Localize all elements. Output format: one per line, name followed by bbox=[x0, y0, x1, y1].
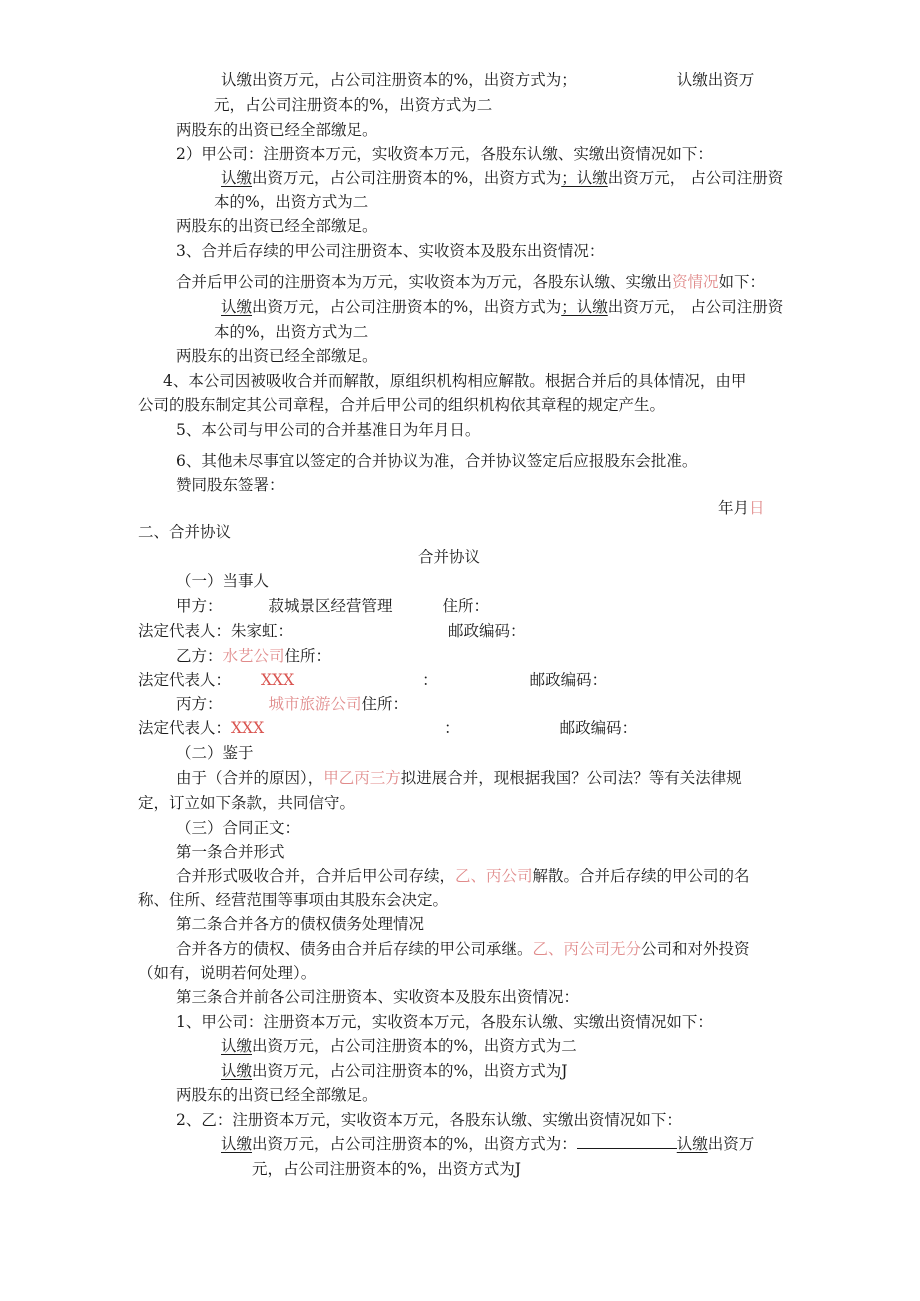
underlined-text: 认缴 bbox=[221, 169, 253, 187]
text-line: 两股东的出资已经全部缴足。 bbox=[176, 121, 378, 139]
text-line bbox=[176, 939, 750, 959]
highlight-text: 资情况 bbox=[672, 273, 719, 291]
article-heading: 第二条合并各方的债权债务处理情况 bbox=[176, 915, 425, 933]
text: 乙方： bbox=[176, 647, 223, 665]
subsection-heading: （三）合同正文： bbox=[176, 819, 301, 837]
text: 法定代表人：朱家虹： bbox=[138, 622, 294, 640]
text: 公司和对外投资 bbox=[641, 940, 750, 958]
party-yi-line bbox=[176, 646, 331, 666]
text: 邮政编码： bbox=[559, 719, 638, 737]
date-line bbox=[718, 498, 765, 518]
text-line: 4、本公司因被吸收合并而解散，原组织机构相应解散。根据合并后的具体情况，由甲 bbox=[163, 372, 747, 390]
party-name: 菽城景区经营管理 bbox=[268, 597, 393, 615]
subsection-heading: （一）当事人 bbox=[176, 572, 270, 590]
underlined-text: 认缴 bbox=[676, 1135, 708, 1153]
text-line: 本的%，出资方式为二 bbox=[214, 193, 369, 211]
blank-underline bbox=[577, 1134, 677, 1149]
text-line: 两股东的出资已经全部缴足。 bbox=[176, 1086, 378, 1104]
text-line: 元，占公司注册资本的%，出资方式为二 bbox=[214, 96, 493, 114]
text-line: 称、住所、经营范围等事项由其股东会决定。 bbox=[138, 891, 449, 909]
rep-jia-line bbox=[138, 621, 526, 641]
text-line: 2、乙：注册资本万元，实收资本万元，各股东认缴、实缴出资情况如下： bbox=[176, 1111, 682, 1129]
text: ： bbox=[422, 671, 438, 689]
text-line bbox=[221, 168, 783, 188]
text: 拟进展合并，现根据我国？公司法？等有关法律规 bbox=[400, 769, 742, 787]
underlined-text: 认缴 bbox=[221, 1037, 253, 1055]
party-bing-line bbox=[176, 694, 408, 714]
text-line bbox=[176, 866, 750, 886]
highlight-text: 乙、丙公司无分 bbox=[532, 940, 642, 958]
text: 如下： bbox=[718, 273, 766, 291]
text-line bbox=[176, 768, 742, 788]
text: 邮政编码： bbox=[448, 622, 526, 640]
text: 住所： bbox=[361, 695, 409, 713]
text: 住所： bbox=[442, 597, 490, 615]
text-line: 元，占公司注册资本的%，出资方式为J bbox=[252, 1160, 521, 1178]
text-line: 3、合并后存续的甲公司注册资本、实收资本及股东出资情况： bbox=[176, 242, 605, 260]
text-line: 定，订立如下条款，共同信守。 bbox=[138, 794, 356, 812]
text: 认缴出资万 bbox=[676, 71, 755, 89]
text-line bbox=[221, 70, 754, 90]
text-line: 公司的股东制定其公司章程，合并后甲公司的组织机构依其章程的规定产生。 bbox=[138, 396, 666, 414]
text: 甲方： bbox=[176, 597, 223, 615]
highlight-text: 日 bbox=[749, 499, 765, 517]
text: 法定代表人： bbox=[138, 719, 232, 737]
text-line: 两股东的出资已经全部缴足。 bbox=[176, 217, 378, 235]
text: 出资万元， 占公司注册资 bbox=[607, 169, 784, 187]
text-line: （如有，说明若何处理）。 bbox=[138, 964, 317, 982]
text: 出资万元， 占公司注册资 bbox=[607, 298, 784, 316]
text-line bbox=[221, 1036, 577, 1056]
text: 出资万元，占公司注册资本的%，出资方式为 bbox=[252, 298, 562, 316]
underlined-text: ；认缴 bbox=[561, 169, 608, 187]
text: 邮政编码： bbox=[529, 671, 608, 689]
article-heading: 第三条合并前各公司注册资本、实收资本及股东出资情况： bbox=[176, 988, 580, 1006]
text-line: 5、本公司与甲公司的合并基准日为年月日。 bbox=[176, 421, 481, 439]
text: 出资万元，占公司注册资本的%，出资方式为二 bbox=[252, 1037, 577, 1055]
text-line bbox=[221, 1134, 754, 1154]
subsection-heading: （二）鉴于 bbox=[176, 744, 254, 762]
text-line bbox=[221, 297, 783, 317]
text: 合并后甲公司的注册资本为万元，实收资本为万元，各股东认缴、实缴出 bbox=[176, 273, 673, 291]
text-line: 6、其他未尽事宜以签定的合并协议为准，合并协议签定后应报股东会批准。 bbox=[176, 452, 698, 470]
text: 出资万 bbox=[707, 1135, 755, 1153]
text-line: 本的%，出资方式为二 bbox=[214, 323, 369, 341]
text-line bbox=[221, 1061, 567, 1081]
text: 出资万元，占公司注册资本的%，出资方式为J bbox=[252, 1062, 568, 1080]
text-line: 2）甲公司：注册资本万元，实收资本万元，各股东认缴、实缴出资情况如下： bbox=[176, 145, 713, 163]
highlight-text: 乙、丙公司 bbox=[455, 867, 533, 885]
party-jia-line bbox=[176, 596, 489, 616]
underlined-text: 认缴 bbox=[221, 1135, 253, 1153]
text-line: 赞同股东签署： bbox=[176, 476, 285, 494]
text: 解散。合并后存续的甲公司的名 bbox=[532, 867, 750, 885]
rep-bing-line bbox=[138, 718, 637, 738]
text: 出资万元，占公司注册资本的%，出资方式为： bbox=[252, 1135, 577, 1153]
text-line: 1、甲公司：注册资本万元，实收资本万元，各股东认缴、实缴出资情况如下： bbox=[176, 1013, 713, 1031]
highlight-text: 甲乙丙三方 bbox=[323, 769, 401, 787]
rep-name: XXX bbox=[261, 671, 295, 689]
text: 年月 bbox=[718, 499, 750, 517]
text: 由于（合并的原因）， bbox=[176, 769, 324, 787]
section-heading: 二、合并协议 bbox=[138, 523, 232, 541]
article-heading: 第一条合并形式 bbox=[176, 843, 285, 861]
text: 丙方： bbox=[176, 695, 223, 713]
text: 合并各方的债权、债务由合并后存续的甲公司承继。 bbox=[176, 940, 533, 958]
text-line: 两股东的出资已经全部缴足。 bbox=[176, 347, 378, 365]
text: 住所： bbox=[284, 647, 332, 665]
text: ： bbox=[444, 719, 460, 737]
rep-name: XXX bbox=[231, 719, 265, 737]
text: 法定代表人： bbox=[138, 671, 232, 689]
underlined-text: ；认缴 bbox=[561, 298, 608, 316]
underlined-text: 认缴 bbox=[221, 298, 253, 316]
party-name: 城市旅游公司 bbox=[268, 695, 362, 713]
text-line bbox=[176, 272, 765, 292]
text: 合并形式吸收合并，合并后甲公司存续， bbox=[176, 867, 456, 885]
text: 认缴出资万元，占公司注册资本的%，出资方式为； bbox=[221, 71, 577, 89]
text: 出资万元，占公司注册资本的%，出资方式为 bbox=[252, 169, 562, 187]
rep-yi-line bbox=[138, 670, 607, 690]
party-name: 水艺公司 bbox=[222, 647, 285, 665]
document-title: 合并协议 bbox=[418, 548, 481, 566]
underlined-text: 认缴 bbox=[221, 1062, 253, 1080]
